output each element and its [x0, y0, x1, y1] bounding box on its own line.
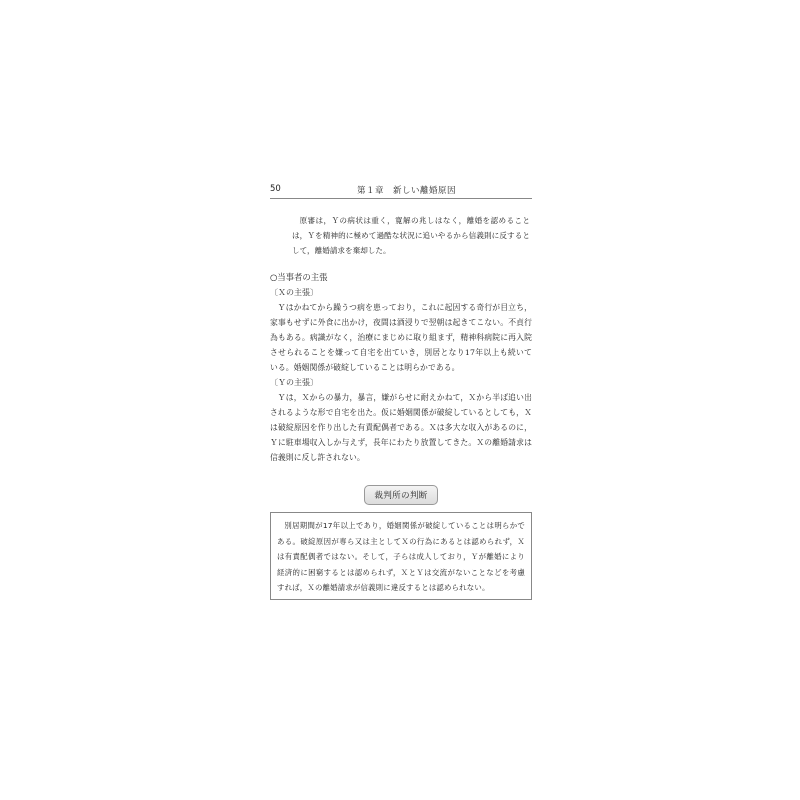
running-title: 第１章 新しい離婚原因: [357, 186, 457, 196]
x-claim-text: Ｙはかねてから躁うつ病を患っており，これに起因する奇行が目立ち，家事もせずに外食に出かけ，夜間は酒浸りで翌朝は起きてこない。不貞行為もある。病識がなく，治療にまじめに取り組まず，精神科病院に再入院させられることを嫌って自宅を出ていき，別居となり17年以上も続いている。婚姻関係が破綻していることは明らかである。: [270, 303, 532, 372]
judgment-label: 裁判所の判断: [364, 485, 437, 505]
book-page: [270, 180, 532, 600]
page-header: [270, 180, 532, 199]
y-claim-text: Ｙは，Ｘからの暴力，暴言，嫌がらせに耐えかねて，Ｘから半ば追い出されるような形で自宅を出た。仮に婚姻関係が破綻しているとしても，Ｘは破綻原因を作り出した有責配偶者である。Ｘは多大な収入があるのに，Ｙに駐車場収入しか与えず，長年にわたり放置してきた。Ｘの離婚請求は信義則に反し許されない。: [270, 393, 532, 462]
y-claim-label: 〔Ｙの主張〕: [270, 378, 318, 387]
claims-heading: ○当事者の主張: [270, 272, 328, 282]
lower-court-summary: [292, 213, 530, 258]
summary-text: 原審は，Ｙの病状は重く，寛解の兆しはなく，離婚を認めることは，Ｙを精神的に極めて過酷な状況に追いやるから信義則に反するとして，離婚請求を棄却した。: [292, 216, 530, 255]
page-number: 50: [270, 184, 281, 194]
x-claim-label: 〔Ｘの主張〕: [270, 288, 318, 297]
judgment-box: [270, 512, 532, 600]
judgment-label-wrap: [270, 483, 532, 505]
judgment-text: 別居期間が17年以上であり，婚姻関係が破綻していることは明らかである。破綻原因が専ら又は主としてＸの行為にあるとは認められず，Ｘは有責配偶者ではない。そして，子らは成人しており，Ｙが離婚により経済的に困窮するとは認められず，ＸとＹは交流がないことなどを考慮すれば，Ｘの離婚請求が信義則に違反するとは認められない。: [277, 521, 525, 592]
